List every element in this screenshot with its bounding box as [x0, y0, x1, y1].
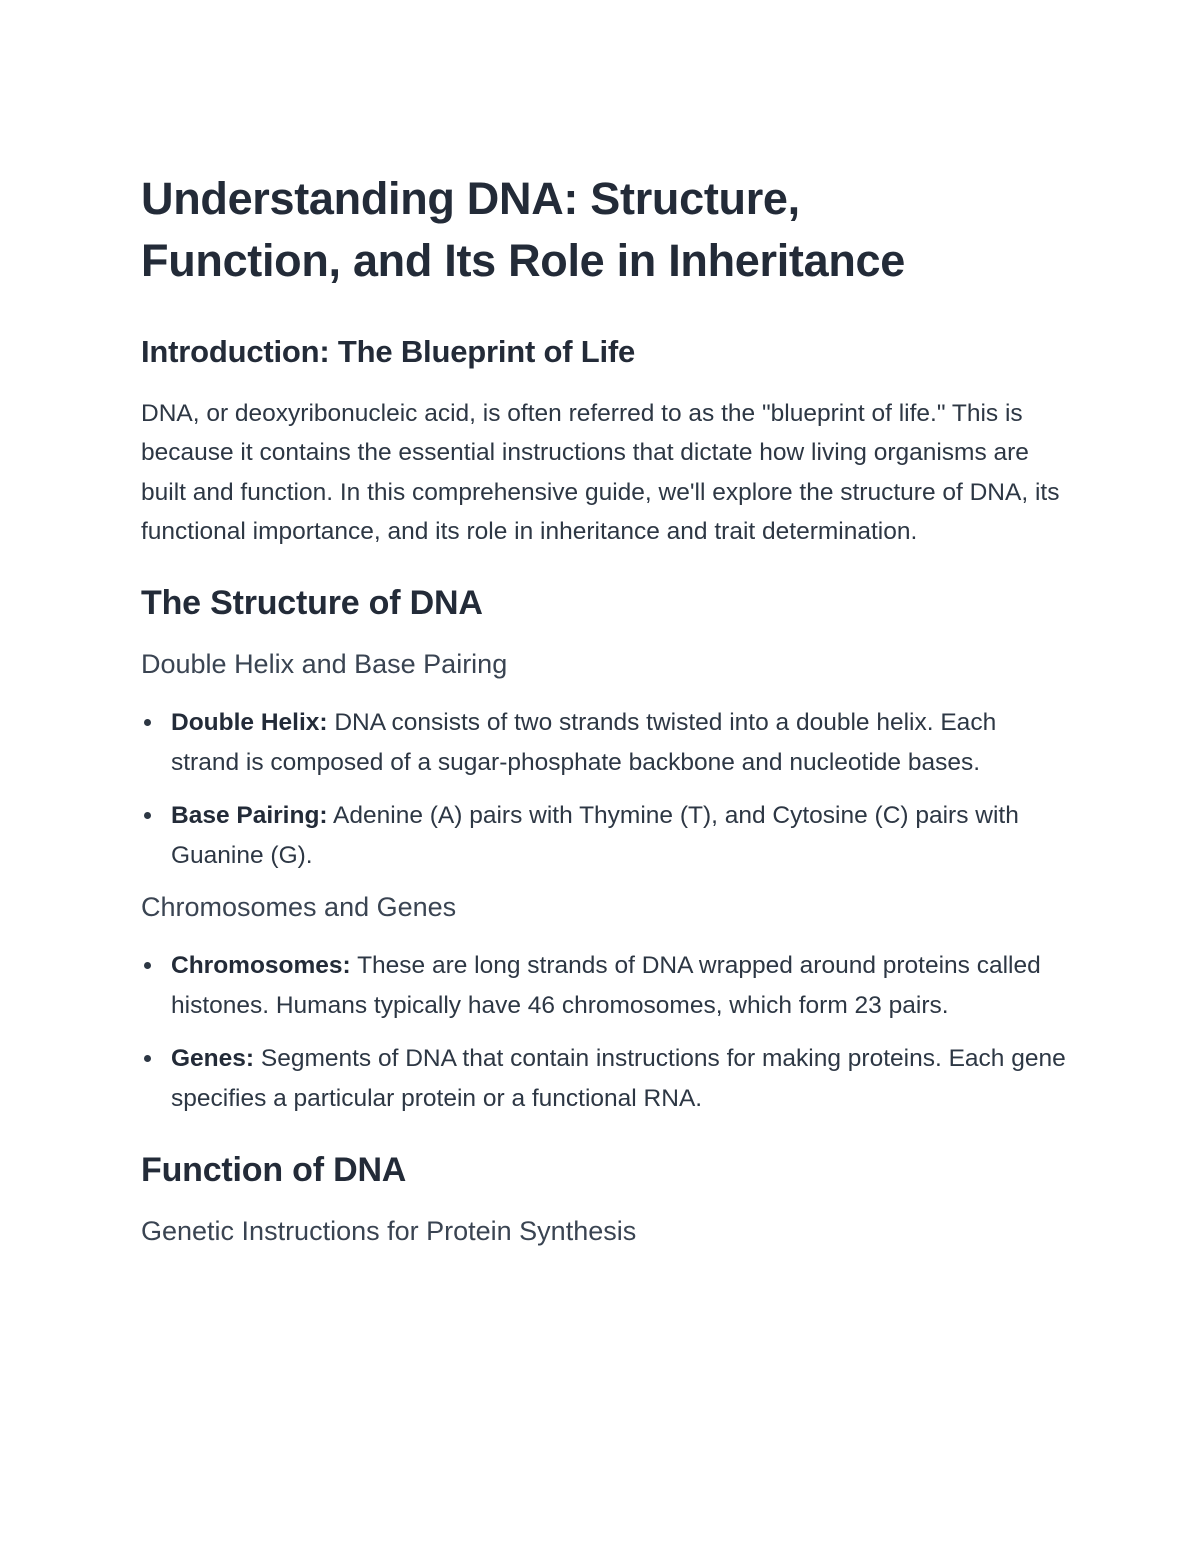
list-item-term: Genes: [171, 1045, 255, 1073]
list-item-text: Adenine (A) pairs with Thymine (T), and Cytosine (C) pairs with Guanine (G). [171, 802, 1019, 869]
double-helix-subheading: Double Helix and Base Pairing [141, 649, 508, 680]
document-title [141, 168, 1071, 292]
document-title-line-1: Understanding DNA: Structure, [141, 173, 800, 224]
bullet-dot [144, 1055, 151, 1062]
list-item-genes [141, 1039, 1071, 1118]
list-item-base-pairing [141, 796, 1071, 875]
double-helix-list [141, 703, 1071, 875]
chromosomes-list [141, 946, 1071, 1118]
bullet-dot [144, 812, 151, 819]
list-item-chromosomes [141, 946, 1071, 1025]
document-page [141, 168, 1071, 1249]
list-item-text: These are long strands of DNA wrapped around proteins called histones. Humans typically have 46 chromosomes, which form 23 pairs. [171, 952, 1041, 1019]
chromosomes-subheading: Chromosomes and Genes [141, 892, 457, 923]
intro-paragraph: DNA, or deoxyribonucleic acid, is often referred to as the "blueprint of life." This is because it contains the essential instructions that dictate how living organisms are built and function. In this comprehensive guide, we'll explore the structure of DNA, its functional importance, and its role in inheritance and trait determination. [141, 400, 1060, 545]
list-item-text: DNA consists of two strands twisted into a double helix. Each strand is composed of a sugar-phosphate backbone and nucleotide bases. [171, 709, 997, 776]
bullet-dot [144, 719, 151, 726]
protein-synthesis-subheading: Genetic Instructions for Protein Synthesis [141, 1216, 637, 1247]
bullet-dot [144, 962, 151, 969]
function-heading: Function of DNA [141, 1151, 407, 1190]
list-item-term: Chromosomes: [171, 952, 351, 980]
list-item-double-helix [141, 703, 1071, 782]
document-title-line-2: Function, and Its Role in Inheritance [141, 235, 905, 286]
structure-heading: The Structure of DNA [141, 584, 483, 623]
list-item-term: Base Pairing: [171, 802, 328, 830]
list-item-term: Double Helix: [171, 709, 328, 737]
intro-heading: Introduction: The Blueprint of Life [141, 334, 636, 369]
list-item-text: Segments of DNA that contain instructions for making proteins. Each gene specifies a particular protein or a functional RNA. [171, 1045, 1066, 1112]
